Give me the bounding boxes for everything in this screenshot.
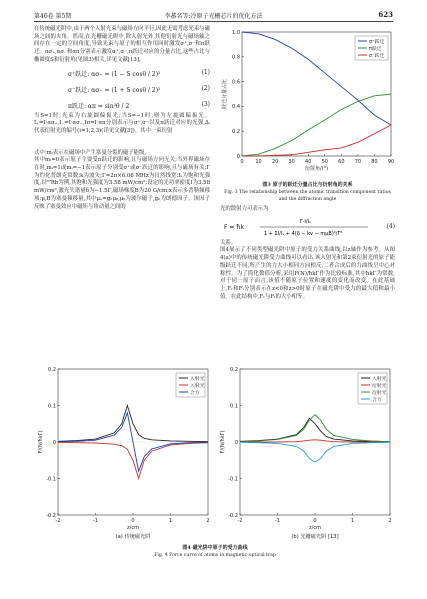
x-tick-label: 60: [338, 159, 345, 165]
y-tick-label: 0.2: [230, 366, 238, 373]
eq3-label: π跃迁:: [68, 102, 86, 110]
figure-3-chart: [220, 26, 395, 176]
y-tick-label: 0: [52, 439, 56, 446]
y-tick-label: 0.6: [232, 79, 240, 86]
x-tick-label: 0: [131, 518, 135, 524]
y-tick-label: 0.2: [48, 366, 56, 373]
eq4-number: (4): [386, 222, 395, 230]
running-title: 李蕃名等:冷原子光栅芯片的优化方法: [164, 13, 263, 20]
figure-4a-chart: [36, 363, 212, 543]
x-tick-label: 2: [206, 518, 210, 524]
eq3-formula: απ = sin²θ / 2: [87, 102, 130, 110]
x-tick-label: 30: [288, 159, 295, 165]
legend-label: 入射光: [372, 376, 387, 382]
x-tick-label: 1: [350, 518, 355, 524]
fig4-caption-cn: 图4 磁光阱中原子的受力曲线: [182, 545, 248, 551]
figure-4a-sublabel: (a) 传统磁光阱: [115, 534, 151, 540]
y-tick-label: 0.1: [48, 403, 56, 410]
x-tick-label: 2: [388, 518, 392, 524]
right-paragraph-3: 图4展示了不同类型磁光阱中原子的受力关系曲线,以z轴作为参考。从图4(a)中的传统磁光阱受力曲线可以看出,该入射光和第2束衍射光的原子能级跃迁不同,所产生的力大小相同方向相反,二者合成后的力曲线呈中心对称性。为了简化数值分析,采用F(N)/ħkΓ作为比较标准,其中ħkΓ为常数,对于同一原子而言,该值不随原子位置和速度的变化而改变。在此基础上,Fᵣ和Fₗ分别表示在z<0和z>0时原子在磁光阱中受力的最大值和最小值。在此结构中,Fᵣ与Fₗ的大小相等。: [220, 247, 395, 300]
series-line-3: [240, 442, 390, 462]
figure-4: [36, 363, 394, 573]
left-paragraph-eq4-text: 式中:mᵢ表示在磁场中产生塞曼分裂的磁子能级,: [34, 149, 147, 156]
eq1-number: (1): [201, 68, 210, 76]
series-line-2: [240, 415, 390, 442]
equation-3: [34, 97, 210, 113]
left-paragraph-2: 当S=1时,光束为右旋圆偏振光;当S=−1时,则为左旋圆偏振光。I₊=I·ασ₊,I₋=I·ασ₋,Iπ=I·απ分别表示与σ⁺,σ⁻以及π跃迁对应的光强,Δᵢ代表衍射光的编号(i=1,2,3)(详见文献[3])。其中一束衍射: [34, 112, 210, 134]
eq4-formula-svg: [220, 214, 370, 240]
series-line-0: [58, 406, 208, 442]
equation-1: [34, 65, 210, 81]
y-tick-label: 0: [234, 439, 238, 446]
right-column: [220, 26, 395, 301]
series-line-2: [242, 125, 391, 156]
legend-label: 衍射光: [372, 383, 387, 389]
x-tick-label: 1: [168, 518, 173, 524]
running-header: [34, 10, 393, 22]
x-tick-label: 10: [255, 159, 262, 165]
x-axis-label: z/cm: [309, 525, 321, 531]
fig3-caption-cn: 图3 原子的跃迁分量占比与衍射角的关系: [262, 182, 353, 188]
y-tick-label: 0: [236, 153, 240, 160]
eq4-numer: Γ·I/Iₛ: [300, 218, 311, 225]
series-line-1: [242, 94, 391, 156]
legend-label: σ⁺跃迁: [369, 39, 385, 45]
legend-label: 合力: [372, 397, 382, 403]
x-axis-label: 衍射角/(°): [304, 166, 329, 172]
fig3-caption-en: Fig. 3 The relationship between the atomic transition component ratios and the diffraction angle: [224, 190, 391, 202]
eq2-label: σ⁻跃迁:: [68, 86, 90, 94]
eq1-formula: ασ₊ = (1 − S cosθ / 2)²: [91, 70, 161, 78]
series-line-0: [240, 418, 390, 441]
y-tick-label: 0.8: [232, 54, 240, 61]
volume-issue: 第46卷 第5期: [34, 13, 72, 20]
x-tick-label: 20: [271, 159, 279, 165]
x-tick-label: 90: [387, 159, 395, 165]
x-tick-label: 80: [371, 159, 378, 165]
figure-3-caption: [220, 182, 395, 203]
legend-label: 入射光: [190, 383, 205, 389]
legend-label: 合力: [190, 390, 200, 396]
x-tick-label: 40: [305, 159, 312, 165]
fig4-caption-en: Fig. 4 Force curve of atoms in magnetic-optical trap: [154, 553, 276, 558]
y-tick-label: -0.1: [228, 476, 238, 483]
legend-label: π跃迁: [369, 46, 382, 52]
x-tick-label: 50: [321, 159, 328, 165]
eq4-denom: 1 + ΣI/Iₛ + 4(δ − kv − mμB)²/Γ²: [264, 230, 343, 237]
x-tick-label: 70: [354, 159, 362, 165]
legend-label: 入射光: [190, 376, 205, 382]
left-paragraph-1: 在传统磁光阱中,由于两个入射光束与磁场方向平行,因此无需考虑光束与磁场之间的夹角。然而,在光栅磁光阱中,除入射光外,其他衍射光与磁场轴之间存在一定的空间角度,导致光束与原子的相互作用同时激发σ⁺,σ⁻和π跃迁。ασ₊,ασ₋和απ分别表示激发σ⁺,σ⁻,π跃迁对应的分量占比,这些占比与椭圆度S和衍射角(见图3)相关,详见文献[13]。: [34, 26, 210, 63]
x-tick-label: 0: [313, 518, 317, 524]
y-tick-label: 1.0: [232, 29, 240, 36]
eq2-number: (2): [201, 84, 210, 92]
x-tick-label: -1: [275, 518, 280, 524]
y-axis-label: F/(N/ħkΓ): [220, 430, 226, 454]
series-line-1: [58, 442, 208, 478]
y-tick-label: 0.1: [230, 403, 238, 410]
figure-4b-sublabel: (b) 光栅磁光阱 [13]: [291, 534, 339, 540]
x-tick-label: -1: [93, 518, 98, 524]
y-axis-label: 跃迁分量占比: [222, 78, 228, 110]
figure-4b-chart: [218, 363, 394, 543]
left-column: [34, 26, 210, 211]
x-tick-label: 0: [240, 159, 244, 165]
x-tick-label: -2: [55, 518, 61, 524]
y-tick-label: -0.2: [46, 512, 56, 519]
right-paragraph-2: 关系。: [220, 239, 237, 246]
y-tick-label: 0.2: [232, 129, 240, 135]
y-tick-label: 0.4: [232, 104, 240, 111]
eq3-number: (3): [201, 100, 210, 108]
y-tick-label: -0.2: [228, 512, 238, 519]
right-paragraph-1: 光的散射力可表示为: [220, 206, 269, 212]
legend-label: 衍射光: [372, 390, 387, 396]
y-tick-label: -0.1: [46, 476, 56, 483]
eq2-formula: ασ₋ = (1 + S cosθ / 2)²: [91, 86, 161, 94]
x-tick-label: -2: [237, 518, 243, 524]
eq4-lhs: F = ħk: [224, 223, 244, 231]
left-paragraph-3: 其中mᵢ=0表示原子主要受π跃迁的影响,且与磁场方向无关;当外界磁场存在时,mᵢ=1或mᵢ=−1表示原子分别受σ⁺或σ⁻跃迁的影响,且与磁场有关;Γ为约化普朗克常数;k为波矢;Γ=2π×6.06 MHz为自然线宽;Iₛ为饱和光强度,以⁸⁷Rb为例,其饱和光强度为3.58 mW/cm²;设定的光功率密度I为3.58 mW/cm²,激光失谐量δ为−1.5Γ,磁场梯度B为20 G/cm;x表示多普勒频移项;μ,B为塞曼频移量,其中μₙ=gₙμᵦ,μᵦ为玻尔磁子,gₙ为朗德因子。该因子反映了塞曼效应中磁矩与角动量之间的: [34, 157, 210, 210]
figure-4-caption: [36, 545, 394, 559]
legend-label: σ⁻跃迁: [369, 53, 385, 59]
equation-4: [220, 214, 395, 240]
eq1-label: σ⁺跃迁:: [68, 70, 90, 78]
page-number: 623: [378, 10, 393, 19]
equation-2: [34, 81, 210, 97]
x-axis-label: z/cm: [127, 525, 139, 531]
y-axis-label: F/(N/ħkΓ): [38, 430, 44, 454]
